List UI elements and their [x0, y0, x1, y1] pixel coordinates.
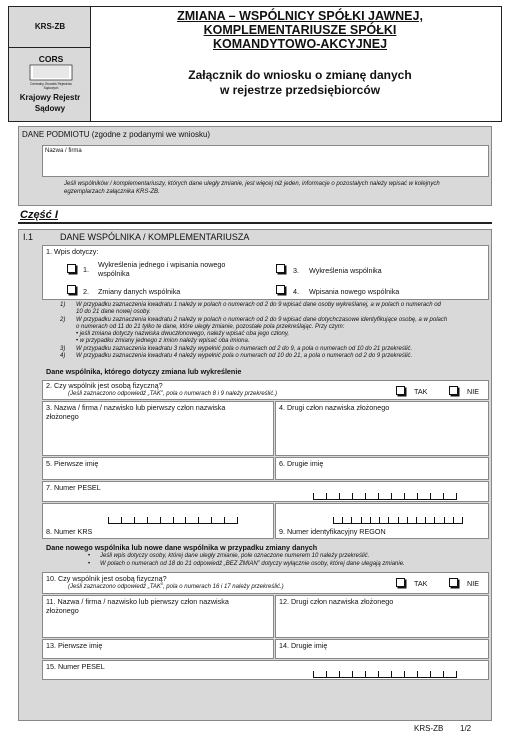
sub2-bullet-1: Jeśli wpis dotyczy osoby, której dane uległy zmianie, pole oznaczone numerem 10 należy przekreślić.: [100, 553, 370, 559]
footer-page-number: 1/2: [460, 724, 472, 733]
field-14-label: 14. Drugie imię: [279, 641, 328, 650]
sub2-bullet-2: W polach o numerach od 18 do 21 odpowiedź „BEZ ZMIAN” dotyczy wyłącznie osoby, której dane ulegają zmianie.: [100, 561, 405, 567]
instruction-4-num: 4): [60, 353, 66, 359]
instruction-3-line-1: W przypadku zaznaczenia kwadratu 3 należy wypełnić pola o numerach od 2 do 9, a pola o numerach od 10 do 21 przekreślić.: [76, 346, 413, 352]
field-9-label: 9. Numer identyfikacyjny REGON: [279, 527, 386, 536]
field-4-label: 4. Drugi człon nazwiska złożonego: [279, 403, 390, 412]
field-15-pesel-boxes[interactable]: [313, 671, 457, 678]
instruction-4-line-1: W przypadku zaznaczenia kwadratu 4 należy wypełnić pola o numerach od 10 do 21, a pola o numerach od 2 do 9 przekreślić.: [76, 353, 413, 359]
q1-option-2-label: Zmiany danych wspólnika: [98, 287, 181, 296]
field-9-regon-boxes[interactable]: [333, 517, 463, 524]
q10-label: 10. Czy wspólnik jest osobą fizyczną?: [46, 574, 167, 583]
q1-option-1-label-2: wspólnika: [98, 269, 130, 278]
instruction-2-line-1: W przypadku zaznaczenia kwadratu 2 należy w polach o numerach od 2 do 9 wpisać dane dotychczasowe identyfikujące osobę, a w polach: [76, 317, 448, 323]
field-7-pesel-boxes[interactable]: [313, 493, 457, 500]
name-field[interactable]: [42, 145, 489, 177]
q10-no-checkbox[interactable]: [449, 578, 458, 587]
q1-option-2-number: 2.: [83, 287, 89, 296]
section-title: DANE WSPÓLNIKA / KOMPLEMENTARIUSZA: [60, 232, 250, 242]
dane-podmiotu-title: DANE PODMIOTU (zgodne z podanymi we wniosku): [22, 130, 211, 139]
form-title-2: KOMPLEMENTARIUSZE SPÓŁKI: [203, 23, 397, 37]
form-title-3: KOMANDYTOWO-AKCYJNEJ: [212, 37, 388, 51]
q1-option-1-checkbox[interactable]: [67, 264, 76, 273]
footer-form-code: KRS-ZB: [414, 724, 444, 733]
q1-option-3-checkbox[interactable]: [276, 264, 285, 273]
sub2-bullet-2-dot: •: [88, 561, 91, 567]
field-12-label: 12. Drugi człon nazwiska złożonego: [279, 597, 394, 606]
field-8-label: 8. Numer KRS: [46, 527, 93, 536]
instruction-2-line-3: • jeśli zmiana dotyczy nazwiska dwuczłonowego, należy wpisać oba jego człony,: [76, 331, 290, 337]
q1-option-4-label: Wpisania nowego wspólnika: [309, 287, 400, 296]
q1-option-1-number: 1.: [83, 265, 89, 274]
q10-hint: (Jeśli zaznaczono odpowiedź „TAK”, pola o numerach 16 i 17 należy przekreślić.): [68, 584, 284, 590]
sub2-title: Dane nowego wspólnika lub nowe dane wspólnika w przypadku zmiany danych: [46, 543, 318, 552]
q1-option-3-number: 3.: [293, 266, 299, 275]
instruction-2-line-2: o numerach od 11 do 21 tylko te dane, które uległy zmianie, pozostałe pola przekreślając. Przy czym:: [76, 324, 345, 330]
q10-no-label: NIE: [467, 579, 479, 588]
q10-yes-label: TAK: [414, 579, 428, 588]
q1-option-3-label: Wykreślenia wspólnika: [309, 266, 382, 275]
instruction-2-line-4: • w przypadku zmiany jednego z imion należy wpisać oba imiona.: [76, 338, 250, 344]
header-divider: [9, 47, 91, 48]
q1-label: 1. Wpis dotyczy:: [46, 247, 99, 256]
instruction-3-num: 3): [60, 346, 66, 352]
field-5-label: 5. Pierwsze imię: [46, 459, 99, 468]
q2-no-label: NIE: [467, 387, 479, 396]
instruction-1-line-2: 10 do 21 dane nowej osoby.: [76, 309, 151, 315]
q1-option-4-checkbox[interactable]: [276, 285, 285, 294]
q1-option-2-checkbox[interactable]: [67, 285, 76, 294]
part-title: Część I: [20, 209, 58, 221]
field-3-label: 3. Nazwa / firma / nazwisko lub pierwszy człon nazwiska złożonego: [46, 403, 226, 421]
registry-name-1: Krajowy Rejestr: [19, 93, 81, 102]
section-number: I.1: [23, 232, 34, 242]
sub2-bullet-1-dot: •: [88, 553, 91, 559]
instruction-2-num: 2): [60, 317, 66, 323]
q10-yes-checkbox[interactable]: [396, 578, 405, 587]
form-title-1: ZMIANA – WSPÓLNICY SPÓŁKI JAWNEJ,: [177, 9, 423, 23]
field-8-krs-boxes[interactable]: [108, 517, 238, 524]
instruction-1-num: 1): [60, 302, 66, 308]
field-13-label: 13. Pierwsze imię: [46, 641, 103, 650]
part-divider: [18, 222, 492, 224]
logo-small-text: Centralny Ośrodek Rejestrów Sądowych: [30, 82, 72, 90]
dane-podmiotu-note-2: egzemplarzach załącznika KRS-ZB.: [64, 189, 160, 195]
q1-option-4-number: 4.: [293, 287, 299, 296]
field-6-label: 6. Drugie imię: [279, 459, 324, 468]
name-field-label: Nazwa / firma: [45, 148, 82, 154]
q2-label: 2. Czy wspólnik jest osobą fizyczną?: [46, 381, 163, 390]
form-subtitle-1: Załącznik do wniosku o zmianę danych: [188, 68, 412, 82]
q2-hint: (Jeśli zaznaczono odpowiedź „TAK”, pola o numerach 8 i 9 należy przekreślić.): [68, 391, 277, 397]
q2-no-checkbox[interactable]: [449, 386, 458, 395]
registry-name-2: Sądowy: [34, 104, 66, 113]
logo-text: CORS: [38, 54, 64, 64]
form-subtitle-2: w rejestrze przedsiębiorców: [219, 83, 381, 97]
field-15-label: 15. Numer PESEL: [46, 662, 105, 671]
dane-podmiotu-note-1: Jeśli wspólników / komplementariuszy, których dane uległy zmianie, jest więcej niż jeden, informacje o pozostałych należy wpisać w kolejnych: [64, 181, 440, 187]
q2-yes-label: TAK: [414, 387, 428, 396]
q1-option-1-label-1: Wykreślenia jednego i wpisania nowego: [98, 260, 226, 269]
form-code: KRS-ZB: [34, 22, 66, 31]
q2-yes-checkbox[interactable]: [396, 386, 405, 395]
instruction-1-line-1: W przypadku zaznaczenia kwadratu 1 należy w polach o numerach od 2 do 9 wpisać dane osoby wykreślanej, a w polach o numerach od: [76, 302, 441, 308]
field-11-label: 11. Nazwa / firma / nazwisko lub pierwszy człon nazwiska złożonego: [46, 597, 229, 615]
sub1-title: Dane wspólnika, którego dotyczy zmiana lub wykreślenie: [46, 367, 242, 376]
field-7-label: 7. Numer PESEL: [46, 483, 101, 492]
